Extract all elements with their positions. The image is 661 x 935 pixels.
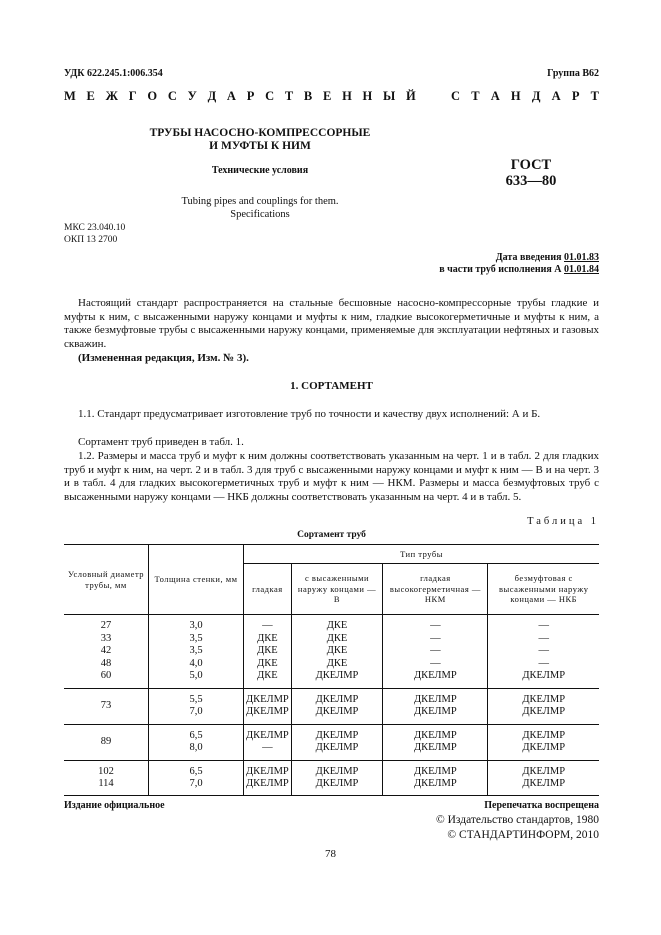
cell-type-c3: — (383, 615, 488, 633)
classification-codes (64, 222, 125, 246)
cell-type-c2: ДКЕ (291, 615, 383, 633)
table-row (64, 724, 599, 742)
cell-type-c3: ДКЕЛМР (383, 778, 488, 796)
table-row (64, 760, 599, 778)
cell-type-c2: ДКЕЛМР (291, 778, 383, 796)
english-title-line-1: Tubing pipes and couplings for them. (181, 196, 339, 207)
interstate-word: С Т А Н Д А Р Т (451, 89, 599, 103)
header-thickness: Толщина стенки, мм (149, 545, 244, 615)
cell-type-c3: — (383, 633, 488, 646)
effective-dates (439, 252, 599, 276)
section-paragraph-2: Сортамент труб приведен в табл. 1. (78, 436, 244, 448)
cell-type-c1: ДКЕЛМР (244, 778, 292, 796)
title-line-1: ТРУБЫ НАСОСНО-КОМПРЕССОРНЫЕ (149, 127, 371, 139)
intro-date-label: Дата введения (495, 252, 562, 263)
table-row (64, 670, 599, 688)
title-line-2: И МУФТЫ К НИМ (209, 140, 311, 152)
gost-label: ГОСТ (510, 157, 552, 173)
interstate-word: М Е Ж Г О С У Д А Р С Т В Е Н Н Ы Й (64, 89, 416, 103)
table-row (64, 615, 599, 633)
gost-number: 633—80 (505, 173, 557, 189)
gost-designation (495, 157, 567, 189)
cell-type-c4: — (488, 615, 599, 633)
cell-type-c2: ДКЕЛМР (291, 760, 383, 778)
cell-type-c2: ДКЕЛМР (291, 670, 383, 688)
mks-code: МКС 23.040.10 (64, 223, 126, 233)
copyright-block (436, 813, 599, 843)
cell-type-c1: ДКЕ (244, 645, 292, 658)
cell-diameter: 89 (64, 724, 149, 760)
cell-diameter: 48 (100, 657, 112, 669)
intro-paragraph: Настоящий стандарт распространяется на стальные бесшовные насосно-компрессорные трубы гладкие и муфты к ним, с высаженными наружу концами и муфты к ним, гладкие высокогерметичные и муфты к ним, а также безмуфтовые трубы с высаженными наружу концами, применяемые для эксплуатации нефтяных и газовых скважин. (64, 297, 599, 350)
copyright-1: © Издательство стандартов, 1980 (435, 814, 599, 826)
copyright-2: © СТАНДАРТИНФОРМ, 2010 (447, 829, 599, 841)
table-row (64, 645, 599, 658)
cell-type-c3: ДКЕЛМР (383, 670, 488, 688)
cell-thickness: 7,0 (149, 706, 244, 724)
cell-diameter: 73 (64, 688, 149, 724)
header-hermetic: гладкая высокогерметичная — НКМ (383, 564, 488, 615)
cell-thickness: 3,0 (149, 615, 244, 633)
interstate-heading (64, 89, 599, 104)
amendment-note: (Измененная редакция, Изм. № 3). (78, 352, 249, 364)
cell-type-c1: ДКЕ (244, 633, 292, 646)
cell-diameter: 27 (100, 620, 112, 631)
table-row (64, 658, 599, 671)
cell-thickness: 6,5 (149, 724, 244, 742)
section-paragraph-3: 1.2. Размеры и масса труб и муфт к ним должны соответствовать указанным на черт. 1 и в табл. 2 для гладких труб и муфт к ним, на черт. 2 и в табл. 3 для труб с высаженными наружу концами и муфт к ним — В и на черт. 3 и в табл. 4 для гладких высокогерметичных труб и муфт к ним — НКМ. Размеры и масса безмуфтовых труб с высаженными наружу концами — НКБ должны соответствовать указанным на черт. 4 и в табл. 5. (64, 450, 599, 503)
cell-type-c2: ДКЕЛМР (291, 724, 383, 742)
cell-type-c4: — (488, 645, 599, 658)
header-type: Тип трубы (244, 545, 600, 564)
table-row (64, 688, 599, 706)
cell-type-c2: ДКЕЛМР (291, 706, 383, 724)
cell-type-c4: ДКЕЛМР (488, 760, 599, 778)
cell-thickness: 8,0 (149, 742, 244, 760)
cell-diameter: 102 (98, 765, 114, 777)
cell-type-c3: ДКЕЛМР (383, 724, 488, 742)
cell-thickness: 3,5 (149, 645, 244, 658)
edition-note: Издание официальное (64, 800, 165, 811)
cell-diameter: 114 (98, 778, 114, 789)
table-number: Таблица 1 (527, 516, 599, 527)
cell-type-c4: ДКЕЛМР (488, 778, 599, 796)
header-smooth: гладкая (244, 564, 292, 615)
header-nonsleeve: безмуфтовая с высаженными наружу концами — НКБ (488, 564, 599, 615)
cell-type-c4: ДКЕЛМР (488, 688, 599, 706)
cell-type-c3: — (383, 645, 488, 658)
cell-thickness: 4,0 (149, 658, 244, 671)
cell-type-c1: ДКЕ (244, 670, 292, 688)
header-upset: с высаженными наружу концами — В (291, 564, 383, 615)
cell-type-c3: ДКЕЛМР (383, 688, 488, 706)
cell-thickness: 6,5 (149, 760, 244, 778)
cell-type-c4: ДКЕЛМР (488, 724, 599, 742)
cell-diameter: 60 (64, 670, 149, 688)
cell-type-c2: ДКЕЛМР (291, 742, 383, 760)
cell-type-c3: ДКЕЛМР (383, 706, 488, 724)
intro-date: 01.01.83 (564, 252, 599, 263)
cell-diameter: 33 (100, 632, 112, 644)
okp-code: ОКП 13 2700 (64, 235, 118, 245)
footer-rule (64, 795, 599, 796)
table-title: Сортамент труб (297, 530, 366, 540)
cell-type-c2: ДКЕ (291, 633, 383, 646)
header-diameter: Условный диаметр трубы, мм (64, 545, 149, 615)
english-title (130, 195, 390, 221)
assortment-table (64, 544, 599, 796)
udk-code: УДК 622.245.1:006.354 (64, 68, 163, 79)
cell-type-c1: ДКЕЛМР (244, 706, 292, 724)
cell-type-c1: — (244, 615, 292, 633)
cell-thickness: 7,0 (149, 778, 244, 796)
cell-type-c4: ДКЕЛМР (488, 742, 599, 760)
cell-type-c2: ДКЕ (291, 645, 383, 658)
cell-type-c4: — (488, 658, 599, 671)
table-row (64, 778, 599, 796)
cell-type-c2: ДКЕ (291, 658, 383, 671)
cell-type-c1: ДКЕ (244, 658, 292, 671)
cell-type-c3: ДКЕЛМР (383, 760, 488, 778)
parta-date: 01.01.84 (564, 264, 599, 275)
cell-thickness: 5,0 (149, 670, 244, 688)
cell-type-c2: ДКЕЛМР (291, 688, 383, 706)
cell-type-c1: ДКЕЛМР (244, 724, 292, 742)
english-title-line-2: Specifications (230, 209, 290, 220)
cell-type-c3: — (383, 658, 488, 671)
group-code: Группа В62 (547, 68, 599, 79)
cell-type-c3: ДКЕЛМР (383, 742, 488, 760)
parta-date-label: в части труб исполнения А (439, 264, 562, 275)
cell-diameter: 42 (100, 645, 112, 656)
cell-thickness: 5,5 (149, 688, 244, 706)
cell-type-c1: — (244, 742, 292, 760)
cell-type-c4: ДКЕЛМР (488, 670, 599, 688)
cell-type-c1: ДКЕЛМР (244, 760, 292, 778)
section-title: 1. СОРТАМЕНТ (290, 380, 373, 392)
page-number: 78 (325, 848, 336, 860)
cell-type-c1: ДКЕЛМР (244, 688, 292, 706)
table-row (64, 633, 599, 646)
cell-type-c4: ДКЕЛМР (488, 706, 599, 724)
document-title (130, 127, 390, 153)
section-paragraph-1: 1.1. Стандарт предусматривает изготовление труб по точности и качеству двух исполнений: А и Б. (78, 408, 541, 420)
cell-thickness: 3,5 (149, 633, 244, 646)
document-subtitle: Технические условия (211, 165, 309, 176)
reprint-note: Перепечатка воспрещена (484, 800, 599, 811)
cell-type-c4: — (488, 633, 599, 646)
